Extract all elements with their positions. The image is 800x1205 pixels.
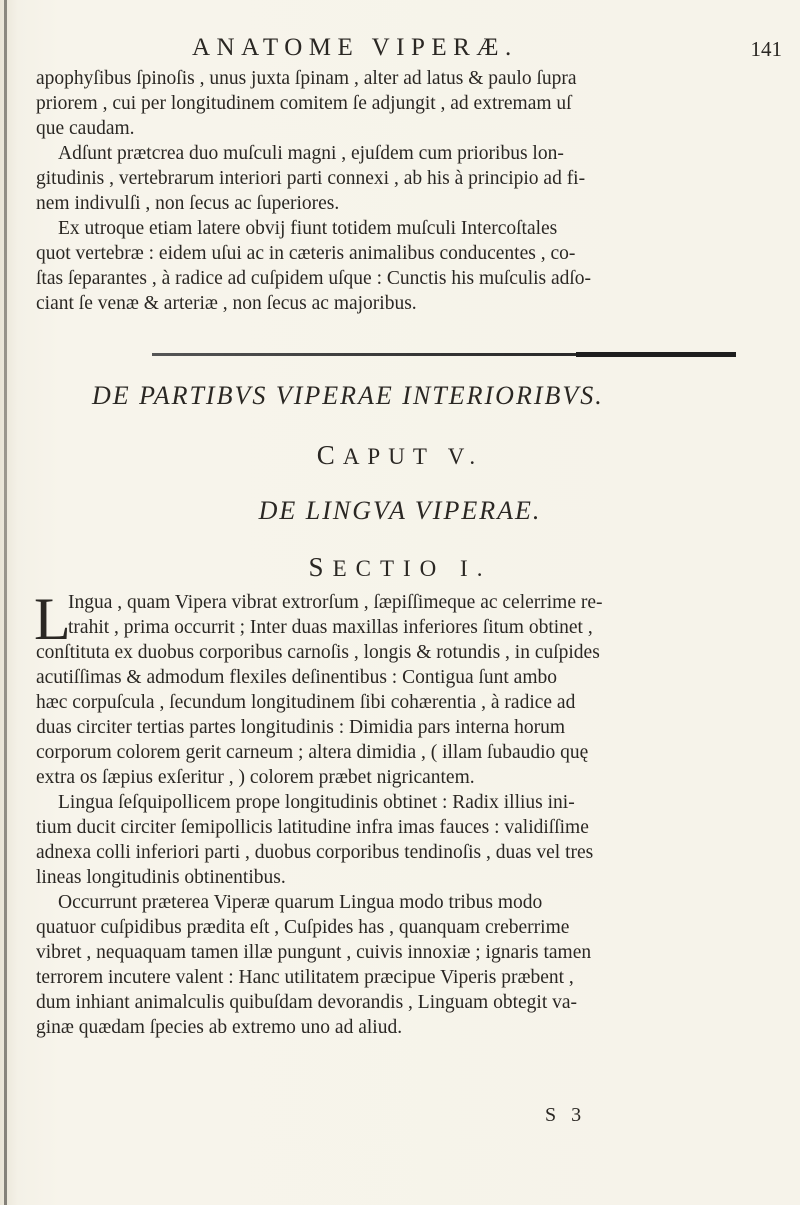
text-line: trahit , prima occurrit ; Inter duas maxillas inferiores ſitum obtinet ,: [68, 617, 593, 638]
text-line: nem indivulſi , non ſecus ac ſuperiores.: [36, 193, 340, 214]
text-line: lineas longitudinis obtinentibus.: [36, 867, 286, 888]
text-line: ginæ quædam ſpecies ab extremo uno ad aliud.: [36, 1017, 403, 1038]
text-line: conſtituta ex duobus corporibus carnoſis , longis & rotundis , in cuſpides: [36, 642, 600, 663]
text-line: corporum colorem gerit carneum ; altera dimidia , ( illam ſubaudio quę: [36, 742, 589, 763]
text-line: que caudam.: [36, 118, 135, 139]
drop-cap-lines: [36, 590, 782, 640]
running-title: ANATOME VIPERÆ.: [192, 34, 518, 61]
page-number: 141: [750, 37, 782, 61]
text-line: Occurrunt præterea Viperæ quarum Lingua modo tribus modo: [58, 892, 543, 913]
text-line: duas circiter tertias partes longitudinis : Dimidia pars interna horum: [36, 717, 566, 738]
subject-heading: DE LINGVA VIPERAE.: [258, 496, 542, 525]
text-line: priorem , cui per longitudinem comitem ſe adjungit , ad extremam uſ: [36, 93, 572, 114]
chapter-heading-initial: C: [316, 440, 343, 470]
text-line: Ingua , quam Vipera vibrat extrorſum , ſæpiſſimeque ac celerrime re-: [68, 592, 603, 613]
section-rule: [152, 353, 736, 356]
drop-cap: L: [34, 586, 71, 652]
text-line: adnexa colli inferiori parti , duobus corporibus tendinoſis , duas vel tres: [36, 842, 594, 863]
signature-mark: S 3: [545, 1104, 587, 1126]
text-line: tium ducit circiter ſemipollicis latitudine infra imas fauces : validiſſime: [36, 817, 589, 838]
text-line: vibret , nequaquam tamen illæ pungunt , cuivis innoxiæ ; ignaris tamen: [36, 942, 592, 963]
part-heading: DE PARTIBVS VIPERAE INTERIORIBVS.: [92, 381, 604, 410]
text-block-main: [34, 586, 782, 1040]
text-line: dum inhiant animalculis quibuſdam devorandis , Linguam obtegit va-: [36, 992, 578, 1013]
chapter-heading: [0, 440, 800, 471]
gutter-edge: [4, 0, 7, 1205]
section-heading-initial: S: [308, 552, 333, 582]
text-line: hæc corpuſcula , ſecundum longitudinem ſibi cohærentia , à radice ad: [36, 692, 576, 713]
text-line: ſtas ſeparantes , à radice ad cuſpidem uſque : Cunctis his muſculis adſo-: [36, 268, 592, 289]
text-line: Adſunt prætcrea duo muſculi magni , ejuſdem cum prioribus lon-: [58, 143, 564, 164]
section-heading-rest: ECTIO I.: [332, 556, 492, 581]
text-line: Lingua ſeſquipollicem prope longitudinis obtinet : Radix illius ini-: [58, 792, 575, 813]
text-line: quot vertebræ : eidem uſui ac in cæteris animalibus conducentes , co-: [36, 243, 576, 264]
text-line: quatuor cuſpidibus prædita eſt , Cuſpides has , quanquam creberrime: [36, 917, 570, 938]
text-line: Ex utroque etiam latere obvij fiunt totidem muſculi Intercoſtales: [58, 218, 558, 239]
page-header: [192, 34, 782, 64]
text-line: apophyſibus ſpinoſis , unus juxta ſpinam , alter ad latus & paulo ſupra: [36, 68, 577, 89]
text-line: terrorem incutere valent : Hanc utilitatem præcipue Viperis præbent ,: [36, 967, 574, 988]
text-block-top: [36, 66, 782, 316]
text-line: extra os ſæpius exſeritur , ) colorem præbet nigricantem.: [36, 767, 475, 788]
text-line: acutiſſimas & admodum flexiles deſinentibus : Contigua ſunt ambo: [36, 667, 558, 688]
text-line: ciant ſe venæ & arteriæ , non ſecus ac majoribus.: [36, 293, 417, 314]
text-line: gitudinis , vertebrarum interiori parti connexi , ab his à principio ad fi-: [36, 168, 586, 189]
section-heading: [0, 552, 800, 583]
chapter-heading-rest: APUT V.: [342, 444, 484, 469]
